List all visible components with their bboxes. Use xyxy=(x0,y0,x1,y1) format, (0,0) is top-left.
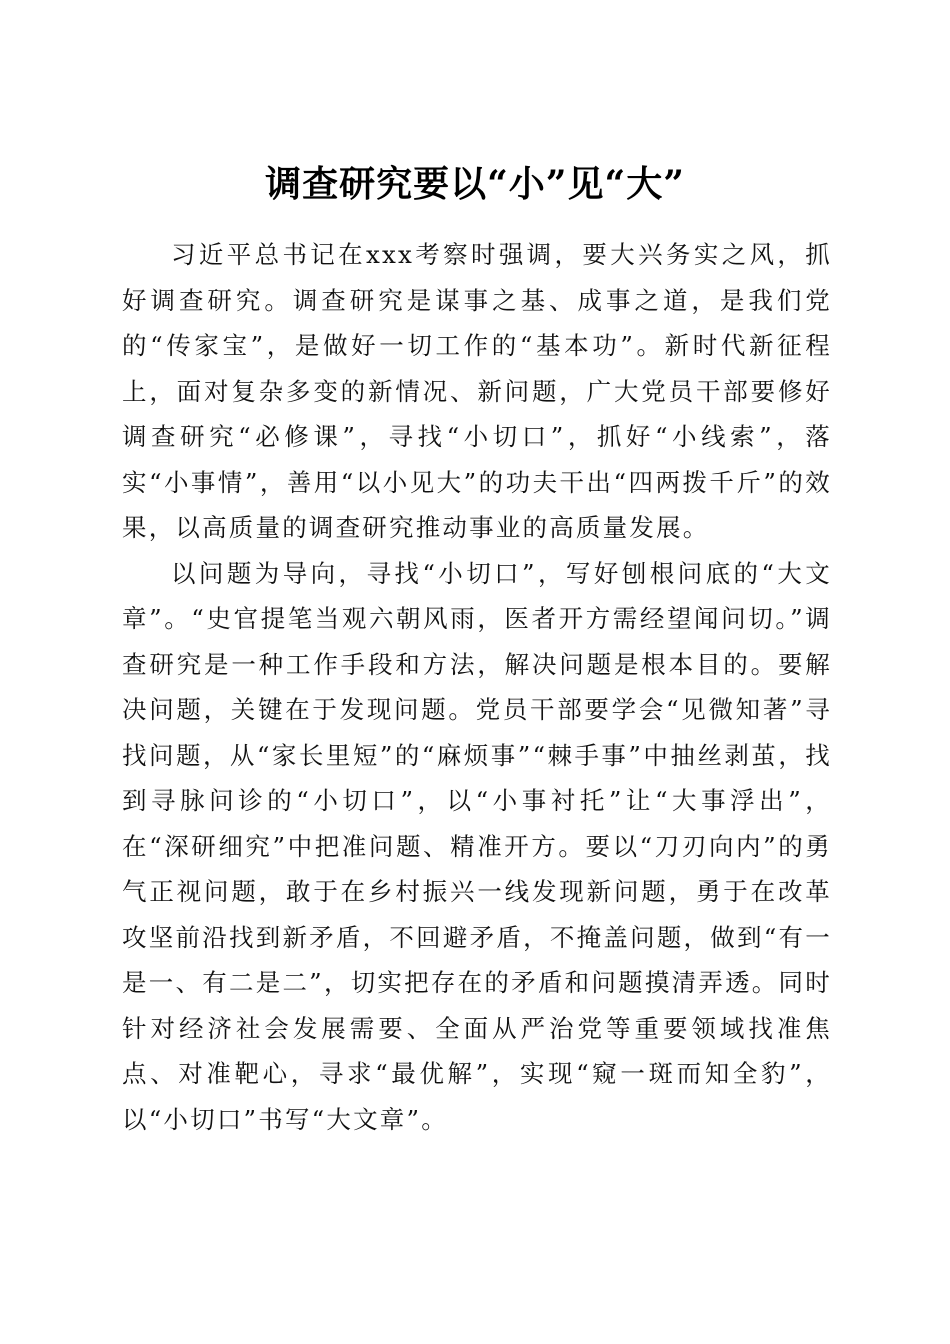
paragraph-1: 习近平总书记在xxx考察时强调，要大兴务实之风，抓好调查研究。调查研究是谋事之基、成事之道，是我们党的“传家宝”，是做好一切工作的“基本功”。新时代新征程上，面对复杂多变的新情况、新问题，广大党员干部要修好调查研究“必修课”，寻找“小切口”，抓好“小线索”，落实“小事情”，善用“以小见大”的功夫干出“四两拨千斤”的效果，以高质量的调查研究推动事业的高质量发展。 xyxy=(122,240,832,542)
document-title: 调查研究要以“小”见“大” xyxy=(265,163,685,206)
document-body xyxy=(122,232,832,1142)
paragraph-2: 以问题为导向，寻找“小切口”，写好刨根问底的“大文章”。“史官提笔当观六朝风雨，医者开方需经望闻问切。”调查研究是一种工作手段和方法，解决问题是根本目的。要解决问题，关键在于发现问题。党员干部要学会“见微知著”寻找问题，从“家长里短”的“麻烦事”“棘手事”中抽丝剥茧，找到寻脉问诊的“小切口”，以“小事衬托”让“大事浮出”，在“深研细究”中把准问题、精准开方。要以“刀刃向内”的勇气正视问题，敢于在乡村振兴一线发现新问题，勇于在改革攻坚前沿找到新矛盾，不回避矛盾，不掩盖问题，做到“有一是一、有二是二”，切实把存在的矛盾和问题摸清弄透。同时针对经济社会发展需要、全面从严治党等重要领域找准焦点、对准靶心，寻求“最优解”，实现“窥一斑而知全豹”，以“小切口”书写“大文章”。 xyxy=(122,558,832,1134)
